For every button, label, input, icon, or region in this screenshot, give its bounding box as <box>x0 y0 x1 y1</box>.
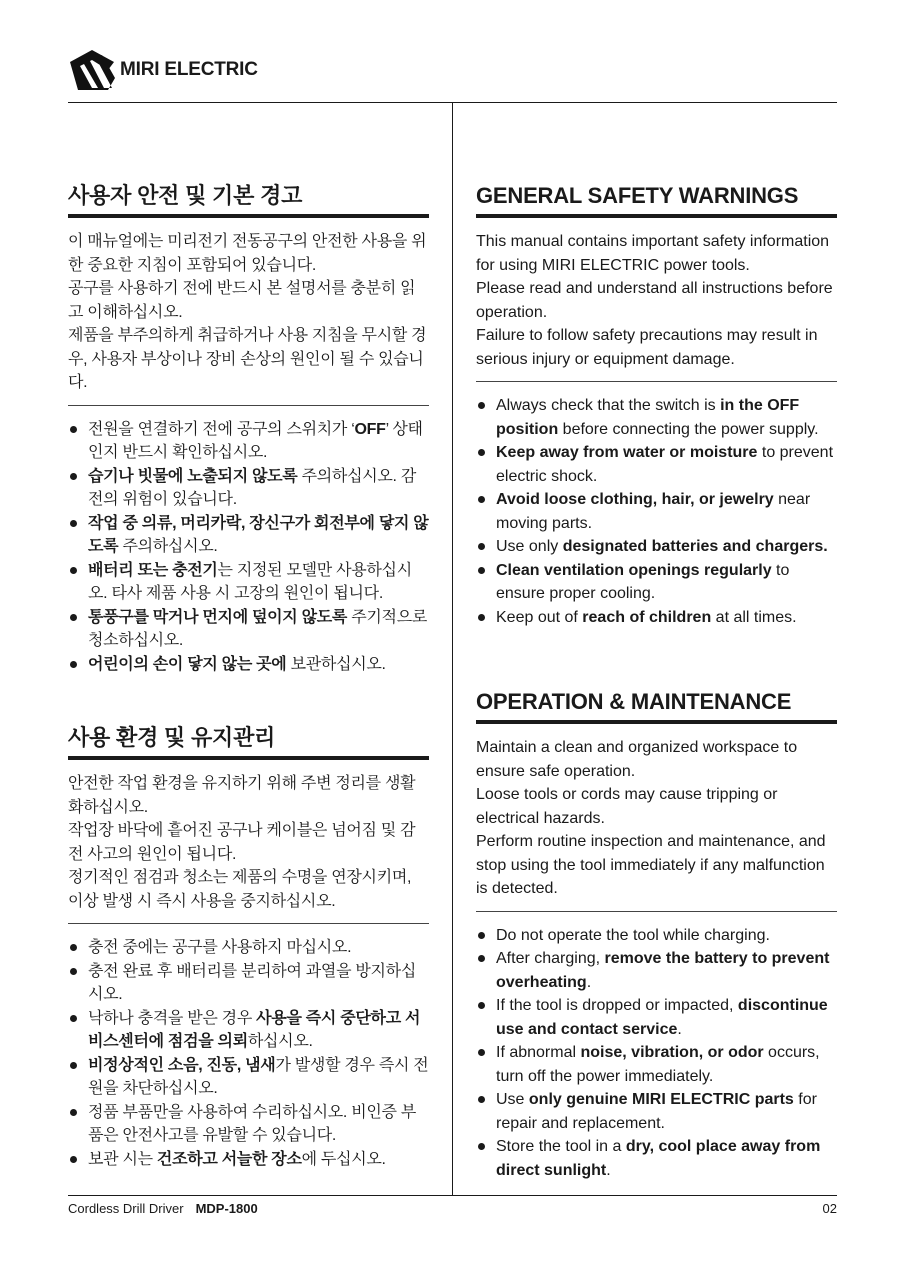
intro-paragraph: 정기적인 점검과 청소는 제품의 수명을 연장시키며, 이상 발생 시 즉시 사용을 중지하십시오. <box>68 869 412 910</box>
list-item: Store the tool in a dry, cool place away from direct sunlight. <box>476 1135 837 1182</box>
intro-paragraph: 제품을 부주의하게 취급하거나 사용 지침을 무시할 경우, 사용자 부상이나 장비 손상의 원인이 될 수 있습니다. <box>68 327 427 391</box>
footer-product-info <box>68 1201 258 1216</box>
section-intro <box>476 736 837 912</box>
header <box>68 48 258 92</box>
list-item: 습기나 빗물에 노출되지 않도록 주의하십시오. 감전의 위험이 있습니다. <box>68 465 429 512</box>
list-item: 비정상적인 소음, 진동, 냄새가 발생할 경우 즉시 전원을 차단하십시오. <box>68 1054 429 1101</box>
list-item: Clean ventilation openings regularly to ensure proper cooling. <box>476 559 837 606</box>
list-item: Keep out of reach of children at all times. <box>476 606 837 630</box>
bullet-list <box>68 418 429 677</box>
right-section-safety <box>476 182 837 629</box>
brand-logo-icon <box>68 48 116 92</box>
section-intro <box>68 772 429 924</box>
footer-rule <box>68 1195 837 1196</box>
page-number: 02 <box>822 1201 837 1216</box>
list-item: Always check that the switch is in the OFF position before connecting the power supply. <box>476 394 837 441</box>
list-item: 보관 시는 건조하고 서늘한 장소에 두십시오. <box>68 1148 429 1172</box>
footer-product: Cordless Drill Driver <box>68 1201 184 1216</box>
list-item: 통풍구를 막거나 먼지에 덮이지 않도록 주기적으로 청소하십시오. <box>68 606 429 653</box>
intro-paragraph: 안전한 작업 환경을 유지하기 위해 주변 정리를 생활화하십시오. <box>68 775 416 816</box>
intro-paragraph: 작업장 바닥에 흩어진 공구나 케이블은 넘어짐 및 감전 사고의 원인이 됩니다. <box>68 822 416 863</box>
right-section-maintenance <box>476 688 837 1182</box>
footer-model: MDP-1800 <box>195 1201 258 1216</box>
list-item: 충전 중에는 공구를 사용하지 마십시오. <box>68 936 429 960</box>
section-title: 사용 환경 및 유지관리 <box>68 724 429 760</box>
intro-paragraph: Maintain a clean and organized workspace to ensure safe operation. <box>476 739 798 780</box>
list-item: Use only designated batteries and chargers. <box>476 535 837 559</box>
list-item: 배터리 또는 충전기는 지정된 모델만 사용하십시오. 타사 제품 사용 시 고장의 원인이 됩니다. <box>68 559 429 606</box>
intro-paragraph: This manual contains important safety information for using MIRI ELECTRIC power tools. <box>476 233 830 274</box>
list-item: 작업 중 의류, 머리카락, 장신구가 회전부에 닿지 않도록 주의하십시오. <box>68 512 429 559</box>
list-item: If the tool is dropped or impacted, discontinue use and contact service. <box>476 994 837 1041</box>
list-item: 낙하나 충격을 받은 경우 사용을 즉시 중단하고 서비스센터에 점검을 의뢰하십시오. <box>68 1007 429 1054</box>
intro-paragraph: Perform routine inspection and maintenance, and stop using the tool immediately if any malfunction is detected. <box>476 833 826 897</box>
list-item: After charging, remove the battery to prevent overheating. <box>476 947 837 994</box>
list-item: 충전 완료 후 배터리를 분리하여 과열을 방지하십시오. <box>68 960 429 1007</box>
section-intro <box>68 230 429 406</box>
brand-name: MIRI ELECTRIC <box>120 59 258 80</box>
footer <box>68 1201 837 1216</box>
bullet-list <box>476 394 837 629</box>
section-title: GENERAL SAFETY WARNINGS <box>476 182 837 218</box>
list-item: Keep away from water or moisture to prevent electric shock. <box>476 441 837 488</box>
list-item: Use only genuine MIRI ELECTRIC parts for repair and replacement. <box>476 1088 837 1135</box>
list-item: 정품 부품만을 사용하여 수리하십시오. 비인증 부품은 안전사고를 유발할 수 있습니다. <box>68 1101 429 1148</box>
list-item: 어린이의 손이 닿지 않는 곳에 보관하십시오. <box>68 653 429 677</box>
left-section-maintenance <box>68 724 429 1171</box>
section-intro <box>476 230 837 382</box>
intro-paragraph: 이 매뉴얼에는 미리전기 전동공구의 안전한 사용을 위한 중요한 지침이 포함되어 있습니다. <box>68 233 427 274</box>
bullet-list <box>68 936 429 1171</box>
intro-paragraph: 공구를 사용하기 전에 반드시 본 설명서를 충분히 읽고 이해하십시오. <box>68 280 416 321</box>
bullet-list <box>476 924 837 1183</box>
list-item: If abnormal noise, vibration, or odor occurs, turn off the power immediately. <box>476 1041 837 1088</box>
list-item: Do not operate the tool while charging. <box>476 924 837 948</box>
intro-paragraph: Please read and understand all instructions before operation. <box>476 280 833 321</box>
intro-paragraph: Failure to follow safety precautions may result in serious injury or equipment damage. <box>476 327 818 368</box>
section-title: OPERATION & MAINTENANCE <box>476 688 837 724</box>
section-title: 사용자 안전 및 기본 경고 <box>68 182 429 218</box>
intro-paragraph: Loose tools or cords may cause tripping or electrical hazards. <box>476 786 778 827</box>
left-section-safety <box>68 182 429 676</box>
list-item: Avoid loose clothing, hair, or jewelry near moving parts. <box>476 488 837 535</box>
column-divider <box>452 103 453 1195</box>
list-item: 전원을 연결하기 전에 공구의 스위치가 ‘OFF’ 상태인지 반드시 확인하십시오. <box>68 418 429 465</box>
